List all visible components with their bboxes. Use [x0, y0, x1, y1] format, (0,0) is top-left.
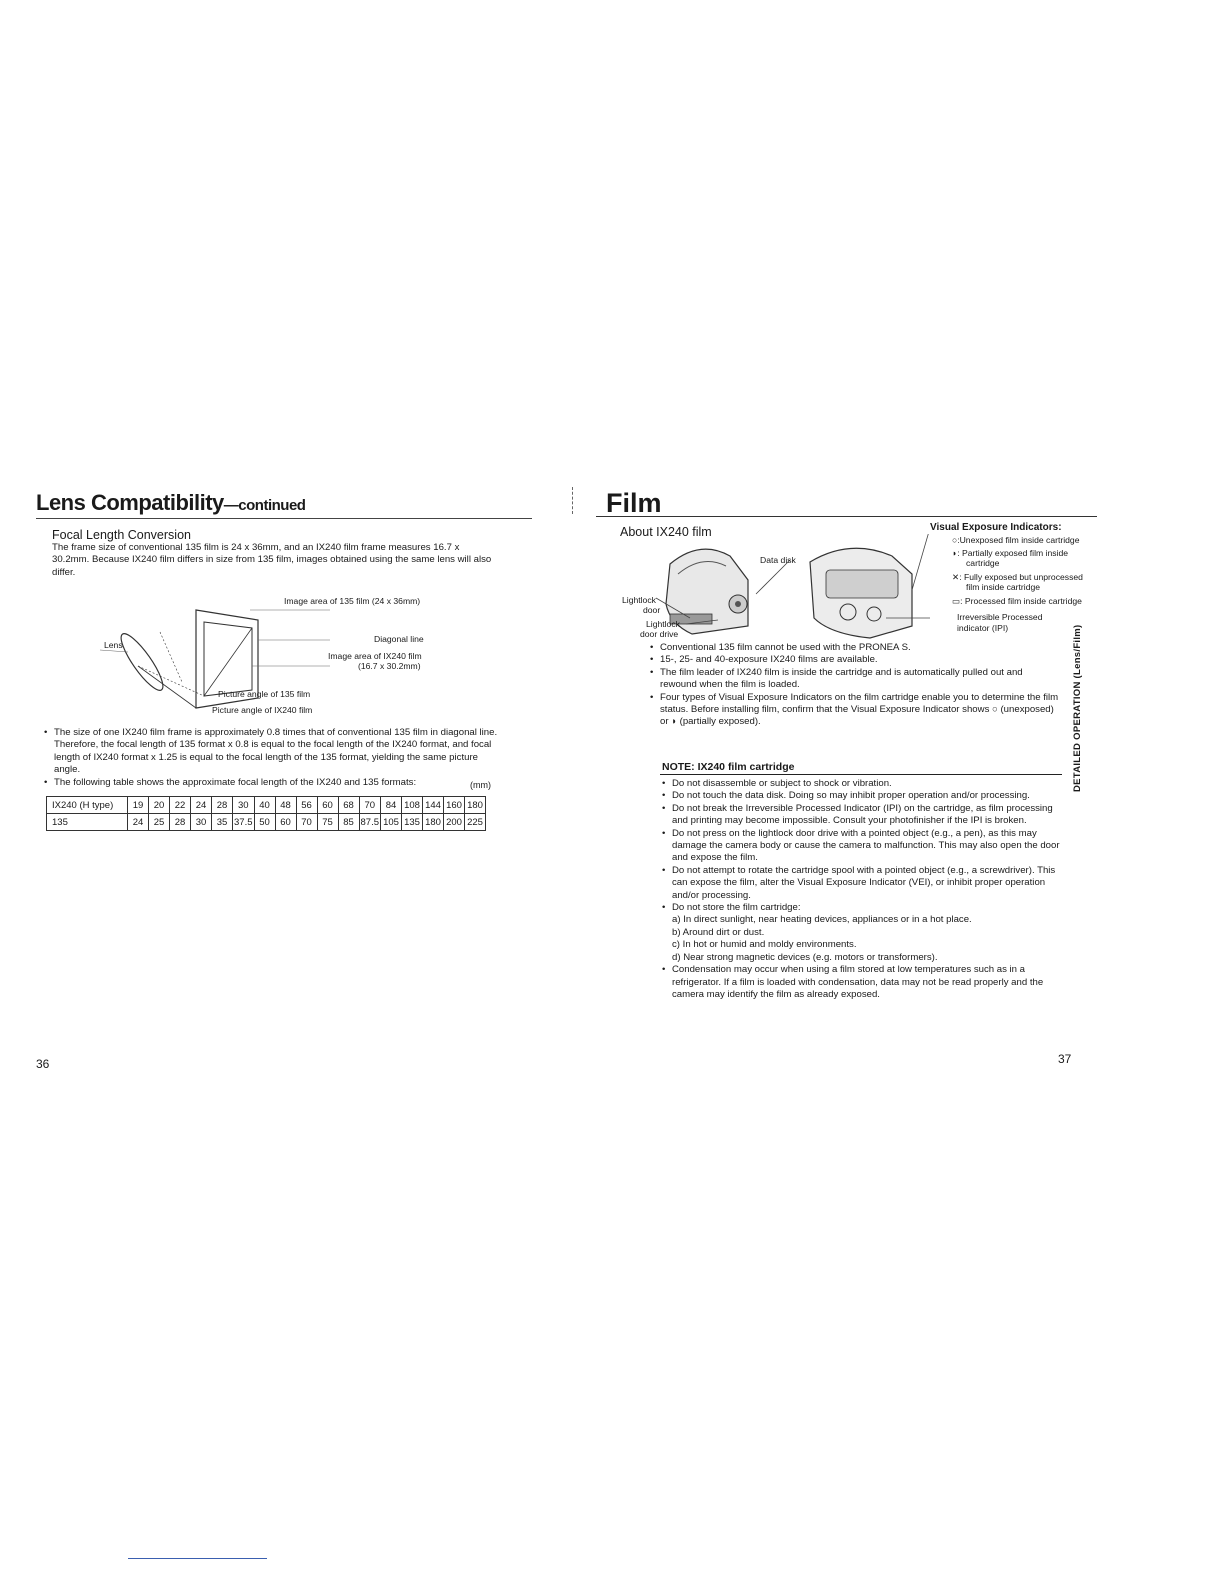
note-item: • Do not attempt to rotate the cartridge spool with a pointed object (e.g., a screwdriver). This can expose the film, alter the Visual Exposure Indicator (VEI), or inhibit proper operation and/or processing. — [662, 865, 1064, 902]
storage-list — [672, 914, 1064, 964]
cell: 180 — [423, 814, 444, 831]
cell: 24 — [128, 814, 149, 831]
storage-item: a) In direct sunlight, near heating devices, appliances or in a hot place. — [672, 914, 972, 926]
vei-full: ✕: Fully exposed but unprocessed — [952, 572, 1083, 582]
bullet-table-intro: • The following table shows the approximate focal length of the IX240 and 135 formats: — [44, 777, 500, 789]
focal-intro: The frame size of conventional 135 film is 24 x 36mm, and an IX240 film frame measures 16.7 x 30.2mm. Because IX240 film differs in size from 135 film, images obtained using the same lens will also differ. — [52, 542, 492, 578]
note-item: • Do not break the Irreversible Processed Indicator (IPI) on the cartridge, as film processing and printing may become impossible. Consult your photofinisher if the IPI is broken. — [662, 803, 1064, 828]
cell: 30 — [233, 797, 255, 814]
label-lightlock-drive-2: door drive — [640, 629, 679, 639]
vei-title: Visual Exposure Indicators: — [930, 522, 1062, 533]
cell: 22 — [170, 797, 191, 814]
film-bullets — [650, 642, 1060, 729]
side-tab: DETAILED OPERATION (Lens/Film) — [1072, 624, 1083, 792]
bullet-size-ratio: • The size of one IX240 film frame is approximately 0.8 times that of conventional 135 film in diagonal line. Therefore, the focal length of 135 format x 0.8 is equal to the focal length of the IX240 format, and focal length of IX240 format x 1.25 is equal to the focal length of the 135 format, yielding the same picture angle. — [44, 727, 500, 777]
storage-item: d) Near strong magnetic devices (e.g. motors or transformers). — [672, 951, 938, 963]
label-angle-135: Picture angle of 135 film — [218, 689, 311, 699]
left-page-title — [36, 490, 305, 516]
vei-unexposed: ○:Unexposed film inside cartridge — [952, 535, 1080, 545]
cell: 160 — [444, 797, 465, 814]
leader-lens — [100, 650, 128, 652]
vei-processed: ▭: Processed film inside cartridge — [952, 596, 1082, 606]
unit-label: (mm) — [470, 780, 491, 790]
label-diagonal: Diagonal line — [374, 634, 424, 644]
cell: 40 — [254, 797, 275, 814]
cell: 70 — [359, 797, 381, 814]
cell: 50 — [254, 814, 275, 831]
cell: 180 — [465, 797, 486, 814]
label-lightlock-door: Lightlock — [622, 595, 656, 605]
bottom-scan-line — [128, 1558, 267, 1559]
right-page-title: Film — [606, 488, 662, 518]
title-main: Lens Compatibility — [36, 490, 224, 515]
cell: 30 — [191, 814, 212, 831]
bullet-vei: • Four types of Visual Exposure Indicators on the film cartridge enable you to determine the film status. Before installing film, confirm that the Visual Exposure Indicator shows ○ (unexposed) or ◗ (partially exposed). — [650, 692, 1060, 729]
film-subtitle: About IX240 film — [620, 525, 712, 539]
note-rule — [660, 774, 1062, 775]
row-label-ix240: IX240 (H type) — [47, 797, 128, 814]
cell: 75 — [317, 814, 338, 831]
label-data-disk: Data disk — [760, 555, 796, 565]
label-lightlock-drive: Lightlock — [646, 619, 680, 629]
cell: 37.5 — [233, 814, 255, 831]
cell: 84 — [381, 797, 402, 814]
cell: 200 — [444, 814, 465, 831]
cell: 48 — [275, 797, 296, 814]
gutter-tick — [572, 487, 574, 514]
cell: 28 — [170, 814, 191, 831]
cell: 105 — [381, 814, 402, 831]
cell: 60 — [317, 797, 338, 814]
bullet-conventional: • Conventional 135 film cannot be used with the PRONEA S. — [650, 642, 1060, 654]
note-item: • Condensation may occur when using a film stored at low temperatures such as in a refrigerator. If a film is loaded with condensation, data may not be read properly and the camera may identify the film as already exposed. — [662, 964, 1064, 1001]
cell: 28 — [212, 797, 233, 814]
note-title: NOTE: IX240 film cartridge — [662, 761, 795, 773]
vei-partial-2: cartridge — [966, 558, 1000, 568]
note-item — [662, 902, 1064, 964]
angle-line-135 — [138, 666, 196, 708]
cell: 85 — [338, 814, 359, 831]
cell: 35 — [212, 814, 233, 831]
bullet-exposures: • 15-, 25- and 40-exposure IX240 films are available. — [650, 654, 1060, 666]
cell: 56 — [296, 797, 317, 814]
table-row — [47, 814, 486, 831]
storage-item: c) In hot or humid and moldy environments. — [672, 939, 857, 951]
data-disk-center — [735, 601, 741, 607]
angle-line-ix240 — [138, 666, 204, 696]
leader-data-disk — [756, 560, 790, 594]
cell: 108 — [402, 797, 423, 814]
vei-partial: ◗: Partially exposed film inside — [952, 548, 1069, 558]
cell: 70 — [296, 814, 317, 831]
note-list — [662, 778, 1064, 1001]
label-image-area-ix240: Image area of IX240 film — [328, 651, 422, 661]
cell: 24 — [191, 797, 212, 814]
cell: 87.5 — [359, 814, 381, 831]
left-bullets — [44, 727, 500, 789]
cell: 19 — [128, 797, 149, 814]
table-row — [47, 797, 486, 814]
page-number-right: 37 — [1058, 1052, 1072, 1066]
note-item: • Do not disassemble or subject to shock or vibration. — [662, 778, 1064, 790]
cell: 25 — [149, 814, 170, 831]
cell: 68 — [338, 797, 359, 814]
label-image-area-ix240-size: (16.7 x 30.2mm) — [358, 661, 421, 671]
right-title-rule — [596, 516, 1097, 517]
focal-subtitle: Focal Length Conversion — [52, 528, 191, 542]
label-lightlock-door-2: door — [643, 605, 661, 615]
cartridge-rear-label — [826, 570, 898, 598]
focal-diagram — [90, 592, 330, 722]
note-item: • Do not touch the data disk. Doing so may inhibit proper operation and/or processing. — [662, 790, 1064, 802]
note-storage-lead: Do not store the film cartridge: — [672, 902, 801, 914]
cell: 225 — [465, 814, 486, 831]
label-ipi-2: indicator (IPI) — [957, 623, 1009, 633]
focal-table — [46, 796, 486, 831]
label-angle-ix240: Picture angle of IX240 film — [212, 705, 313, 715]
row-label-135: 135 — [47, 814, 128, 831]
diagonal-mark — [204, 628, 252, 696]
angle-arc — [160, 632, 182, 682]
label-ipi: Irreversible Processed — [957, 612, 1043, 622]
label-image-area-135: Image area of 135 film (24 x 36mm) — [284, 596, 421, 606]
note-item: • Do not press on the lightlock door drive with a pointed object (e.g., a pen), as this may damage the camera body or cause the camera to malfunction. This may also open the door and expose the film. — [662, 828, 1064, 865]
frame-ix240 — [204, 622, 252, 696]
label-lens: Lens — [104, 640, 123, 650]
storage-item: b) Around dirt or dust. — [672, 926, 765, 938]
lens-shape — [115, 629, 169, 695]
bullet-leader: • The film leader of IX240 film is inside the cartridge and is automatically pulled out and rewound when the film is loaded. — [650, 667, 1060, 692]
leader-vei — [912, 534, 930, 590]
cell: 60 — [275, 814, 296, 831]
title-continued: —continued — [223, 497, 306, 514]
left-title-rule — [36, 518, 532, 519]
vei-full-2: film inside cartridge — [966, 582, 1041, 592]
cell: 135 — [402, 814, 423, 831]
cell: 144 — [423, 797, 444, 814]
page-number-left: 36 — [36, 1057, 50, 1071]
cell: 20 — [149, 797, 170, 814]
